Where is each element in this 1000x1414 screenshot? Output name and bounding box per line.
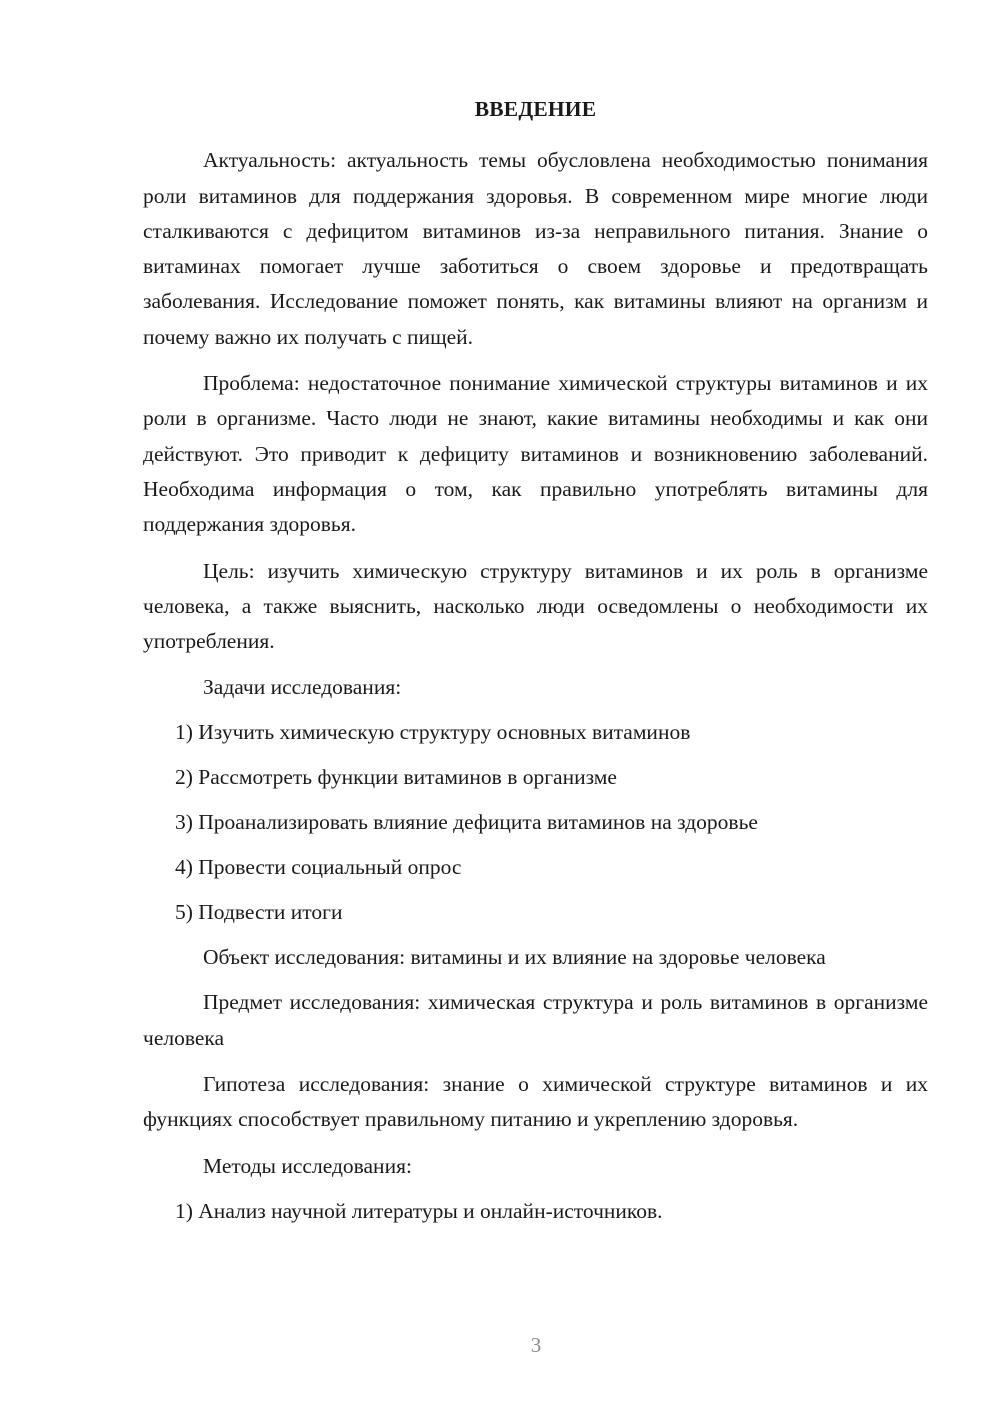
paragraph-subject: Предмет исследования: химическая структура и роль витаминов в организме человека (143, 990, 928, 1050)
paragraph-relevance: Актуальность: актуальность темы обусловлена необходимостью понимания роли витаминов для поддержания здоровья. В современном мире многие люди сталкиваются с дефицитом витаминов из-за неправильного питания. Знание о витаминах помогает лучше заботиться о своем здоровье и предотвращать заболевания. Исследование поможет понять, как витамины влияют на организм и почему важно их получать с пищей. (143, 148, 928, 349)
page-number: 3 (530, 1333, 542, 1357)
paragraph-goal: Цель: изучить химическую структуру витаминов и их роль в организме человека, а также выяснить, насколько люди осведомлены о необходимости их употребления. (143, 558, 928, 654)
list-item: 1) Изучить химическую структуру основных витаминов (175, 720, 691, 745)
paragraph-object: Объект исследования: витамины и их влияние на здоровье человека (203, 945, 826, 970)
list-item: 4) Провести социальный опрос (175, 855, 462, 880)
tasks-heading: Задачи исследования: (203, 675, 402, 700)
list-item: 5) Подвести итоги (175, 900, 343, 925)
list-item: 3) Проанализировать влияние дефицита витаминов на здоровье (175, 810, 758, 835)
tasks-list (143, 715, 928, 930)
page-content (143, 92, 928, 1239)
methods-list (143, 1194, 928, 1229)
list-item: 1) Анализ научной литературы и онлайн-источников. (175, 1198, 663, 1223)
section-title: ВВЕДЕНИЕ (474, 97, 597, 121)
paragraph-problem: Проблема: недостаточное понимание химической структуры витаминов и их роли в организме. Часто люди не знают, какие витамины необходимы и как они действуют. Это приводит к дефициту витаминов и возникновению заболеваний. Необходима информация о том, как правильно употреблять витамины для поддержания здоровья. (143, 371, 928, 537)
list-item: 2) Рассмотреть функции витаминов в организме (175, 765, 617, 790)
methods-heading: Методы исследования: (203, 1153, 412, 1178)
paragraph-hypothesis: Гипотеза исследования: знание о химической структуре витаминов и их функциях способствует правильному питанию и укреплению здоровья. (143, 1071, 928, 1132)
